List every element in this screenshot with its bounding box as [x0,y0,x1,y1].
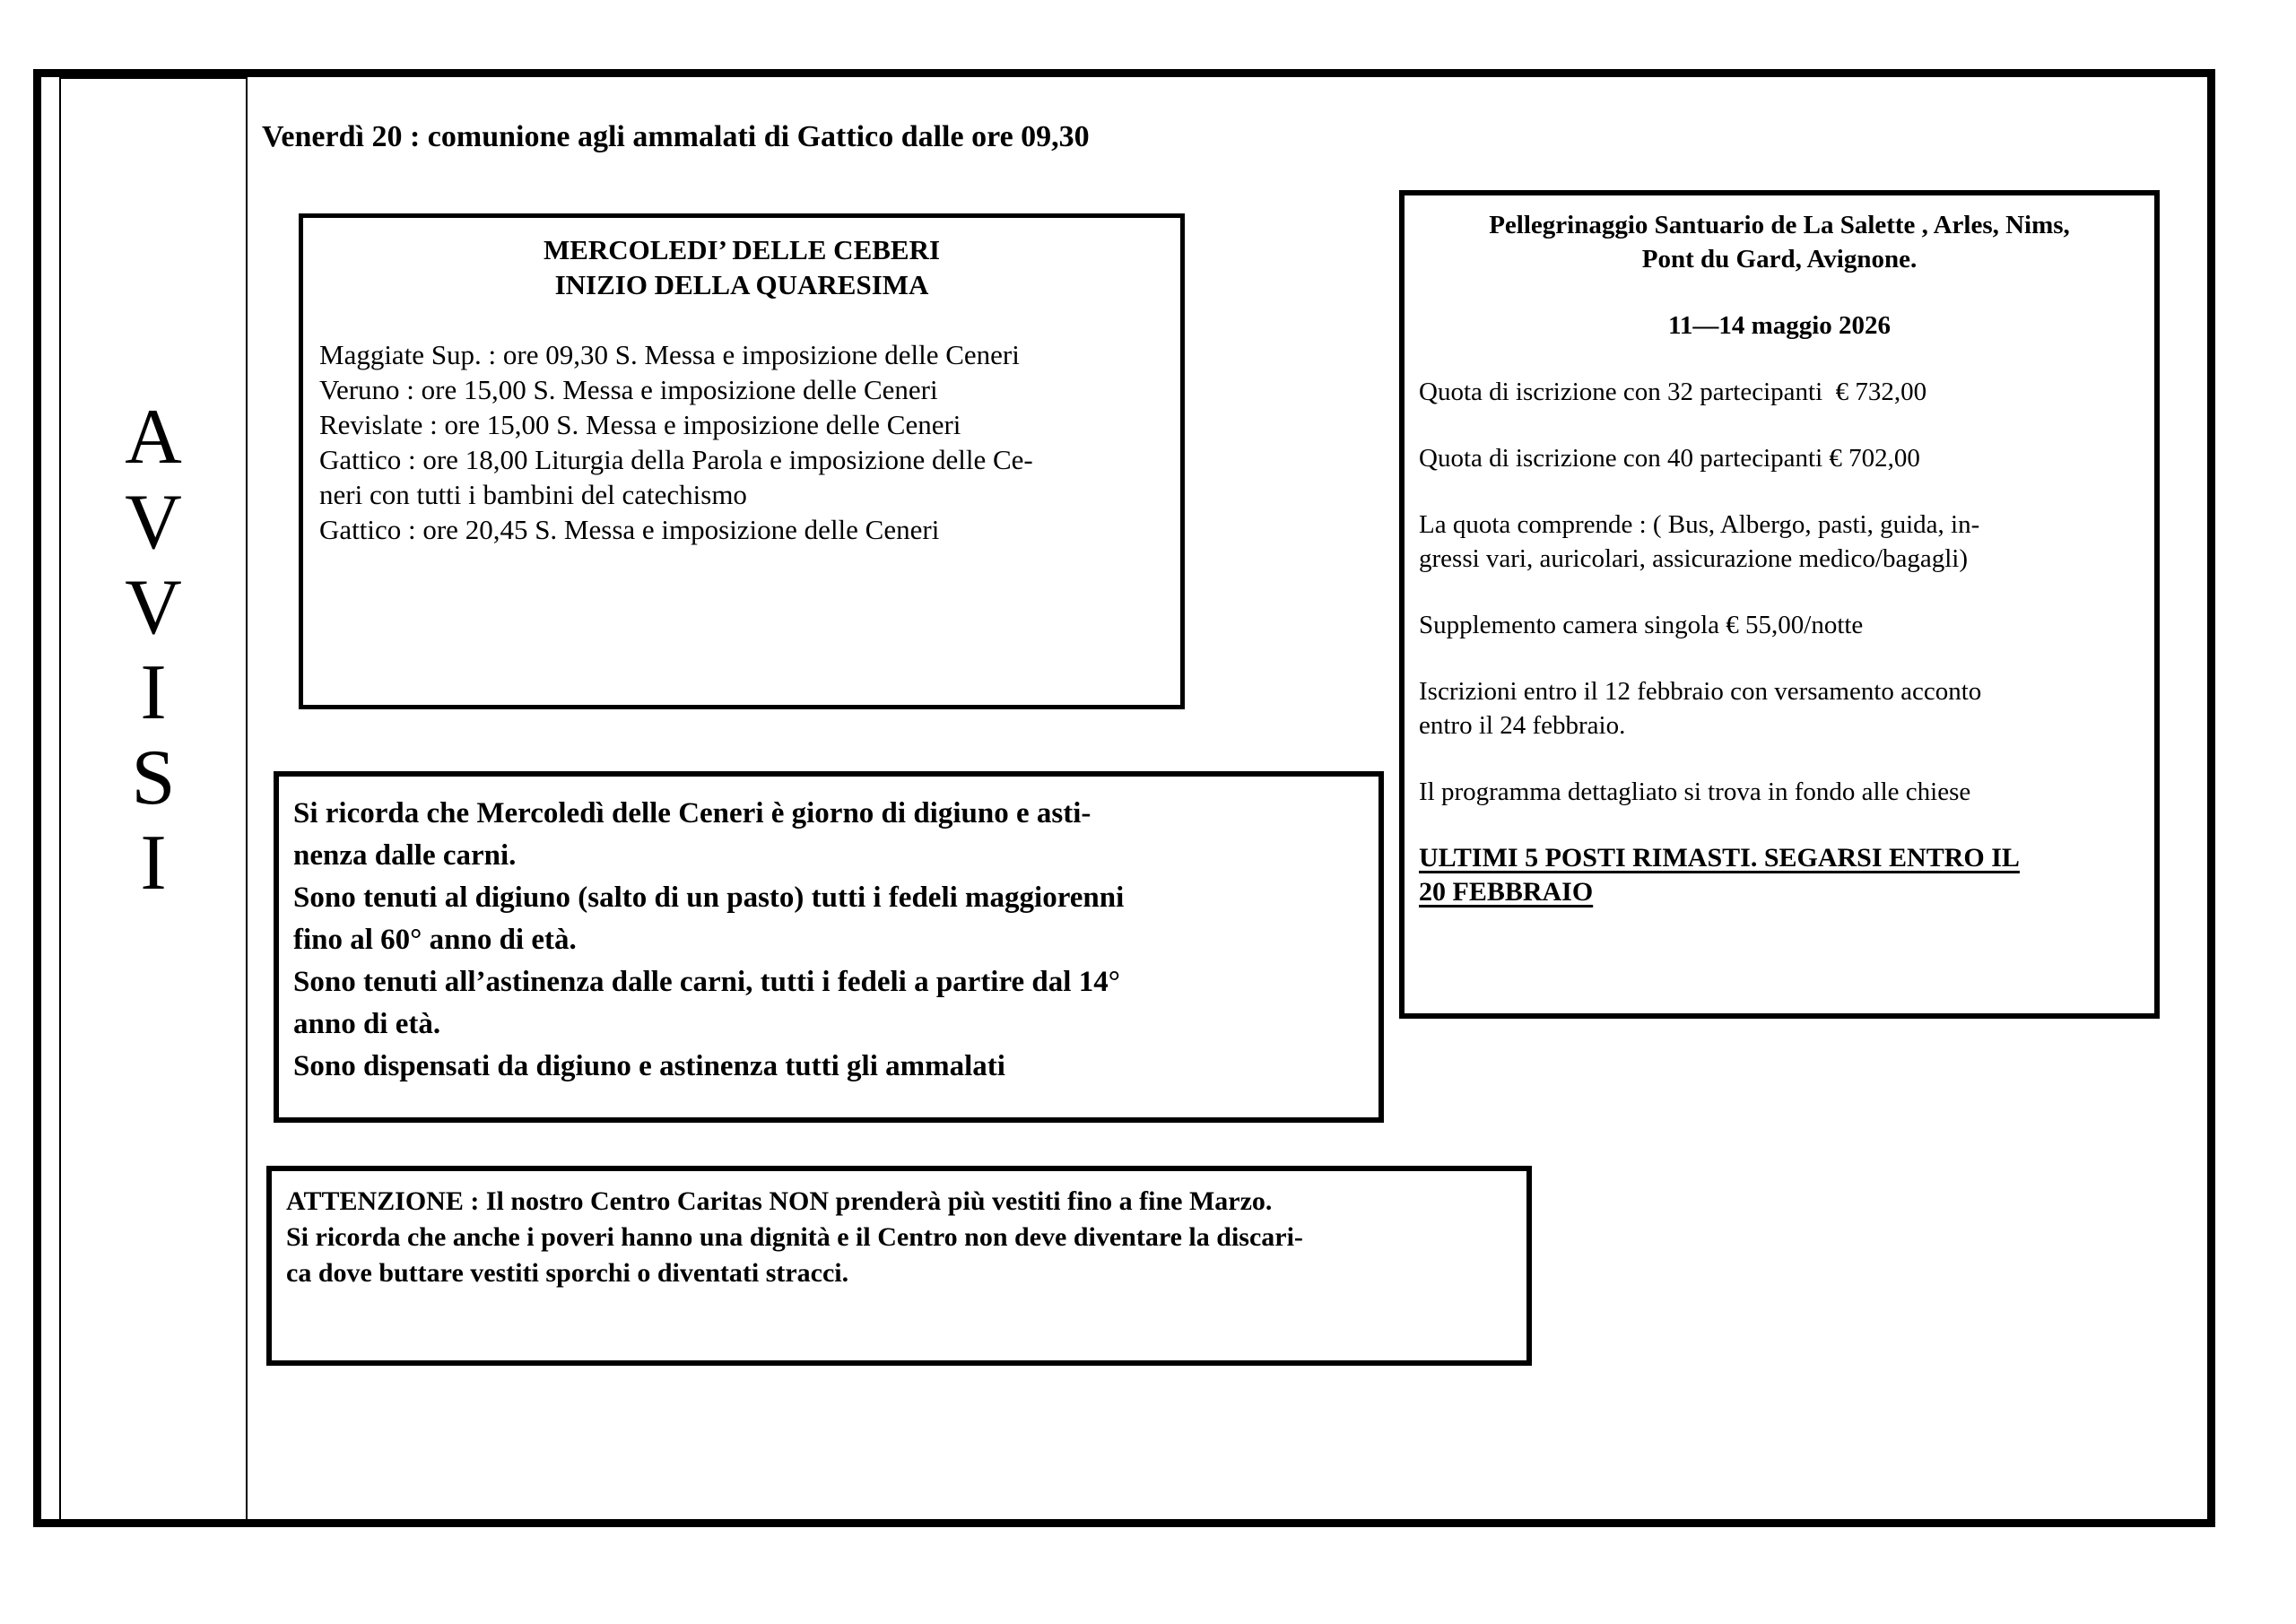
text-line: Sono tenuti al digiuno (salto di un pasto) tutti i fedeli maggiorenni [293,881,1125,914]
pilgrimage-last-places-notice [1419,841,2140,909]
text-line: anno di età. [293,1008,441,1040]
paragraph [1419,375,2140,409]
fasting-rules-box [274,771,1384,1123]
text-line: Quota di iscrizione con 40 partecipanti € 702,00 [1419,444,1920,473]
sidebar-column-divider [246,77,248,1519]
text-line: V [125,564,182,651]
text-line: Si ricorda che anche i poveri hanno una dignità e il Centro non deve diventare la discari- [286,1222,1303,1252]
text-line: neri con tutti i bambini del catechismo [319,479,747,510]
caritas-warning-box [266,1166,1532,1366]
text-line: entro il 24 febbraio. [1419,711,1626,740]
ash-wednesday-title [319,232,1164,302]
text-line: Si ricorda che Mercoledì delle Ceneri è giorno di digiuno e asti- [293,797,1091,829]
fasting-rules-text [293,793,1364,1088]
text-line: Quota di iscrizione con 32 partecipanti € 732,00 [1419,378,1927,406]
text-line: INIZIO DELLA QUARESIMA [554,269,929,300]
text-line: A [125,394,182,481]
text-line: ULTIMI 5 POSTI RIMASTI. SEGARSI ENTRO IL [1419,843,2020,873]
pilgrimage-title [1419,208,2140,276]
avvisi-vertical-title [61,395,246,906]
text-line: MERCOLEDI’ DELLE CEBERI [543,234,941,265]
paragraph [1419,441,2140,475]
text-line: 20 FEBBRAIO [1419,877,1594,907]
text-line: Il programma dettagliato si trova in fondo alle chiese [1419,777,1971,806]
sidebar-column-top-rule [59,77,248,79]
text-line: I [140,820,167,907]
caritas-warning-text [286,1184,1512,1291]
paragraph [1419,608,2140,642]
text-line: La quota comprende : ( Bus, Albergo, pasti, guida, in- [1419,510,1980,539]
paragraph [1419,508,2140,576]
ash-wednesday-schedule [319,337,1164,547]
text-line: nenza dalle carni. [293,839,517,872]
text-line: Supplemento camera singola € 55,00/notte [1419,611,1864,639]
notice-header: Venerdì 20 : comunione agli ammalati di Gattico dalle ore 09,30 [262,120,1090,153]
text-line: Gattico : ore 18,00 Liturgia della Parola e imposizione delle Ce- [319,444,1033,475]
text-line: Sono dispensati da digiuno e astinenza tutti gli ammalati [293,1050,1005,1082]
text-line: Sono tenuti all’astinenza dalle carni, tutti i fedeli a partire dal 14° [293,966,1120,998]
text-line: S [131,734,176,821]
text-line: Veruno : ore 15,00 S. Messa e imposizione delle Ceneri [319,374,938,405]
text-line: I [140,649,167,736]
text-line: Pont du Gard, Avignone. [1641,245,1918,274]
pilgrimage-dates: 11—14 maggio 2026 [1667,311,1892,340]
text-line: Maggiate Sup. : ore 09,30 S. Messa e imposizione delle Ceneri [319,339,1020,370]
pilgrimage-details [1419,375,2140,809]
text-line: gressi vari, auricolari, assicurazione medico/bagagli) [1419,544,1968,573]
text-line: Revislate : ore 15,00 S. Messa e imposizione delle Ceneri [319,409,961,440]
paragraph [1419,674,2140,743]
paragraph [1419,775,2140,809]
text-line: Iscrizioni entro il 12 febbraio con versamento acconto [1419,677,1982,706]
ash-wednesday-box [299,213,1185,709]
text-line: V [125,479,182,566]
text-line: Pellegrinaggio Santuario de La Salette , Arles, Nims, [1489,211,2070,239]
text-line: fino al 60° anno di età. [293,924,577,956]
text-line: ca dove buttare vestiti sporchi o diventati stracci. [286,1258,849,1288]
text-line: Gattico : ore 20,45 S. Messa e imposizione delle Ceneri [319,514,940,545]
pilgrimage-box [1399,190,2160,1019]
text-line: ATTENZIONE : Il nostro Centro Caritas NON prenderà più vestiti fino a fine Marzo. [286,1186,1273,1216]
